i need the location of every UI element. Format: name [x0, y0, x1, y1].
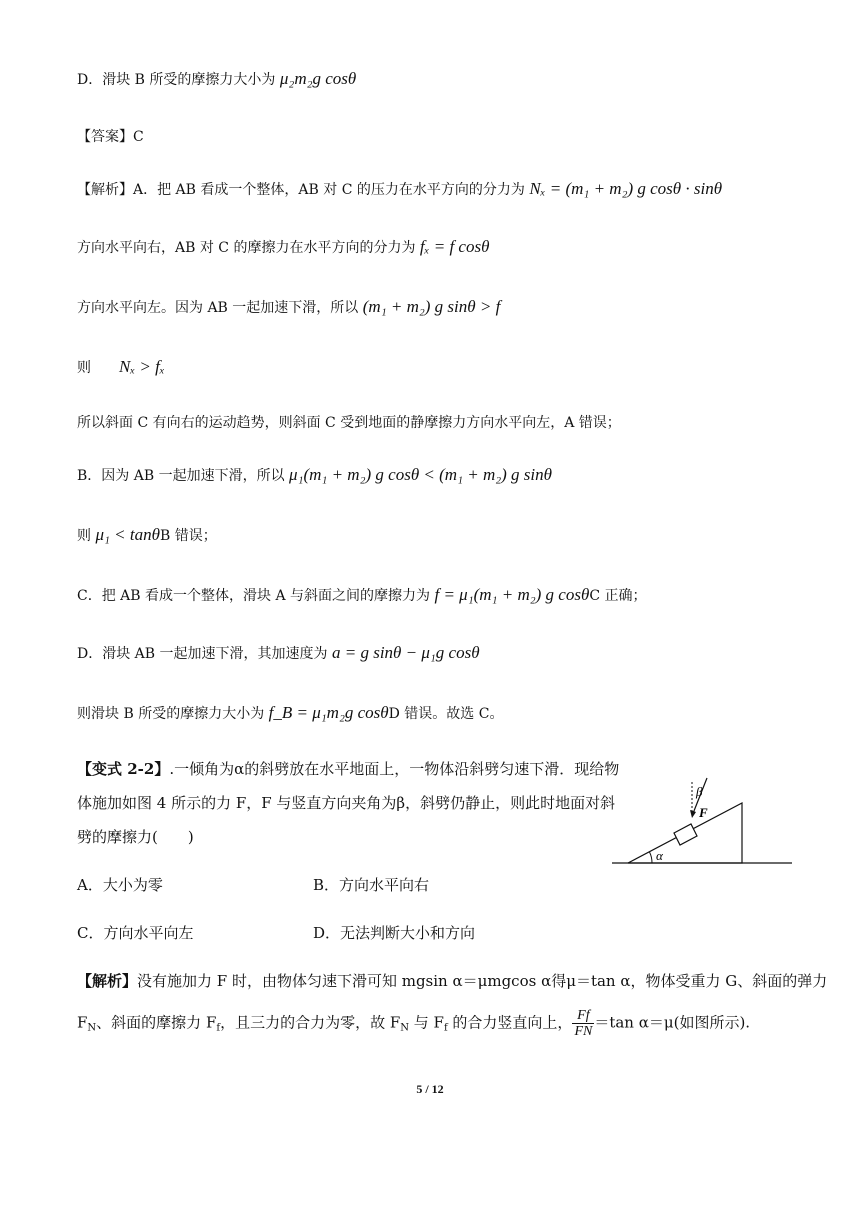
alpha-arc: [650, 852, 653, 863]
then-line: 则 Nₓ > fₓ: [77, 357, 165, 376]
force-label: F: [699, 805, 708, 820]
formula: f = μ₁(m₁ + m₂) g cosθ: [434, 585, 590, 604]
formula: f_B = μ₁m₂g cosθ: [268, 703, 389, 722]
analysis-c-line: C．把 AB 看成一个整体，滑块 A 与斜面之间的摩擦力为 f = μ₁(m₁ + m₂) g cosθC 正确；: [77, 585, 647, 604]
conclusion-a-line: 所以斜面 C 有向右的运动趋势，则斜面 C 受到地面的静摩擦力方向水平向左，A 错误；: [77, 415, 621, 431]
answer-line: 【答案】C: [77, 129, 144, 145]
block: [674, 824, 697, 845]
direction-left-line: 方向水平向左。因为 AB 一起加速下滑，所以 (m₁ + m₂) g sinθ > f: [77, 297, 501, 316]
analysis-line-2: $F_N$、斜面的摩擦力 $F_f$，且三力的合力为零，故 $F_N$ 与 $F_f$ 的合力竖直向上， $\frac{Ff}{FN}$ ＝tan α＝μ(如图所示).: [77, 1008, 751, 1039]
force-arrowhead: [690, 810, 696, 818]
conclusion-b-line: 则 μ₁ < tanθB 错误；: [77, 525, 217, 544]
page-number: 5 / 12: [416, 1082, 444, 1096]
conclusion-d-line: 则滑块 B 所受的摩擦力大小为 f_B = μ₁m₂g cosθD 错误。故选 C。: [77, 703, 504, 722]
option-a: A．大小为零: [77, 876, 163, 894]
alpha-label: α: [656, 848, 663, 863]
formula: fₓ = f cosθ: [419, 237, 490, 256]
analysis-d-line: D．滑块 AB 一起加速下滑，其加速度为 a = g sinθ − μ₁g cosθ: [77, 643, 480, 662]
formula: Nₓ > fₓ: [119, 357, 165, 376]
formula: μ₁(m₁ + m₂) g cosθ < (m₁ + m₂) g sinθ: [289, 465, 552, 484]
formula: Nₓ = (m₁ + m₂) g cosθ · sinθ: [529, 179, 723, 198]
analysis-a-line: 【解析】A．把 AB 看成一个整体，AB 对 C 的压力在水平方向的分力为 Nₓ = (m₁ + m₂) g cosθ · sinθ: [77, 179, 723, 198]
variant-question-line-3: 劈的摩擦力( ): [77, 828, 194, 846]
incline-figure: [612, 776, 794, 868]
formula: a = g sinθ − μ₁g cosθ: [331, 643, 480, 662]
option-b: B．方向水平向右: [313, 876, 430, 894]
analysis-b-line: B．因为 AB 一起加速下滑，所以 μ₁(m₁ + m₂) g cosθ < (m₁ + m₂) g sinθ: [77, 465, 552, 484]
analysis-line-1: 【解析】没有施加力 F 时，由物体匀速下滑可知 mgsin α＝μmgcos α得μ＝tan α，物体受重力 G、斜面的弹力: [77, 972, 828, 990]
ratio-fraction: $\frac{Ff}{FN}$: [574, 1008, 593, 1039]
formula: (m₁ + m₂) g sinθ > f: [362, 297, 501, 316]
analysis-label: 【解析】: [77, 972, 138, 990]
variant-question-line-2: 体施加如图 4 所示的力 F，F 与竖直方向夹角为β，斜劈仍静止，则此时地面对斜: [77, 794, 616, 812]
option-c: C．方向水平向左: [77, 924, 194, 942]
variant-label: 【变式 2-2】: [77, 760, 170, 778]
beta-label: β: [696, 784, 703, 799]
formula: μ₁ < tanθ: [95, 525, 160, 544]
direction-right-line: 方向水平向右，AB 对 C 的摩擦力在水平方向的分力为 fₓ = f cosθ: [77, 237, 490, 256]
variant-question-line-1: 【变式 2-2】.一倾角为α的斜劈放在水平地面上，一物体沿斜劈匀速下滑．现给物: [77, 760, 620, 778]
formula: μ₂m₂g cosθ: [279, 69, 357, 88]
option-d-line: D．滑块 B 所受的摩擦力大小为 μ₂m₂g cosθ: [77, 69, 357, 88]
option-d: D．无法判断大小和方向: [313, 924, 476, 942]
